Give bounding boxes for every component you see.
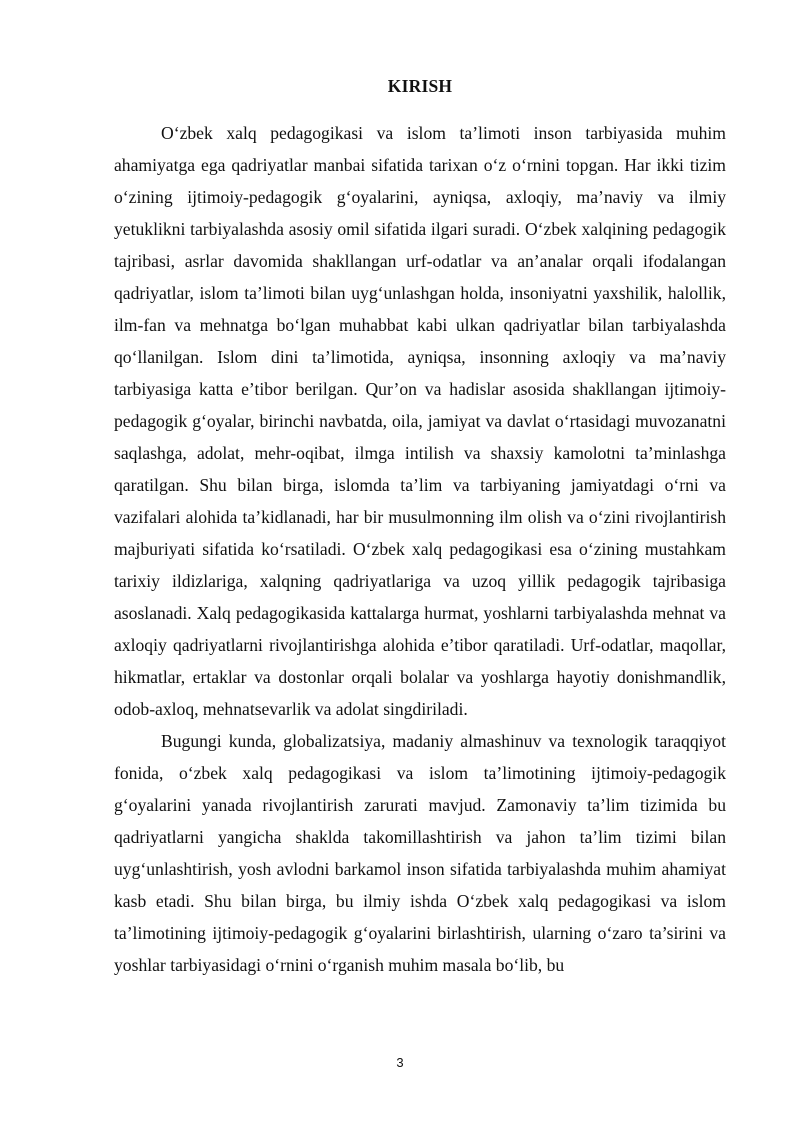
section-title: KIRISH [387, 76, 453, 96]
body-text [114, 117, 726, 981]
page-number: 3 [396, 1055, 404, 1070]
paragraph-2: Bugungi kunda, globalizatsiya, madaniy almashinuv va texnologik taraqqiyot fonida, o‘zbek xalq pedagogikasi va islom ta’limotining ijtimoiy-pedagogik g‘oyalarini yanada rivojlantirish zarurati mavjud. Zamonaviy ta’lim tizimida bu qadriyatlarni yangicha shaklda takomillashtirish va jahon ta’lim tizimi bilan uyg‘unlashtirish, yosh avlodni barkamol inson sifatida tarbiyalashda muhim ahamiyat kasb etadi. Shu bilan birga, bu ilmiy ishda O‘zbek xalq pedagogikasi va islom ta’limotining ijtimoiy-pedagogik g‘oyalarini birlashtirish, ularning o‘zaro ta’sirini va yoshlar tarbiyasidagi o‘rnini o‘rganish muhim masala bo‘lib, bu [114, 731, 726, 975]
paragraph-1: O‘zbek xalq pedagogikasi va islom ta’limoti inson tarbiyasida muhim ahamiyatga ega qadriyatlar manbai sifatida tarixan o‘z o‘rnini topgan. Har ikki tizim o‘zining ijtimoiy-pedagogik g‘oyalarini, ayniqsa, axloqiy, ma’naviy va ilmiy yetuklikni tarbiyalashda asosiy omil sifatida ilgari suradi. O‘zbek xalqining pedagogik tajribasi, asrlar davomida shakllangan urf-odatlar va an’analar orqali ifodalangan qadriyatlar, islom ta’limoti bilan uyg‘unlashgan holda, insoniyatni yaxshilik, halollik, ilm-fan va mehnatga bo‘lgan muhabbat kabi ulkan qadriyatlar bilan tarbiyalashda qo‘llanilgan. Islom dini ta’limotida, ayniqsa, insonning axloqiy va ma’naviy tarbiyasiga katta e’tibor berilgan. Qur’on va hadislar asosida shakllangan ijtimoiy-pedagogik g‘oyalar, birinchi navbatda, oila, jamiyat va davlat o‘rtasidagi muvozanatni saqlashga, adolat, mehr-oqibat, ilmga intilish va shaxsiy kamolotni ta’minlashga qaratilgan. Shu bilan birga, islomda ta’lim va tarbiyaning jamiyatdagi o‘rni va vazifalari alohida ta’kidlanadi, har bir musulmonning ilm olish va o‘zini rivojlantirish majburiyati sifatida ko‘rsatiladi. O‘zbek xalq pedagogikasi esa o‘zining mustahkam tarixiy ildizlariga, xalqning qadriyatlariga va uzoq yillik pedagogik tajribasiga asoslanadi. Xalq pedagogikasida kattalarga hurmat, yoshlarni tarbiyalashda mehnat va axloqiy qadriyatlarni rivojlantirishga alohida e’tibor qaratiladi. Urf-odatlar, maqollar, hikmatlar, ertaklar va dostonlar orqali bolalar va yoshlarga hayotiy donishmandlik, odob-axloq, mehnatsevarlik va adolat singdiriladi. [114, 123, 726, 719]
